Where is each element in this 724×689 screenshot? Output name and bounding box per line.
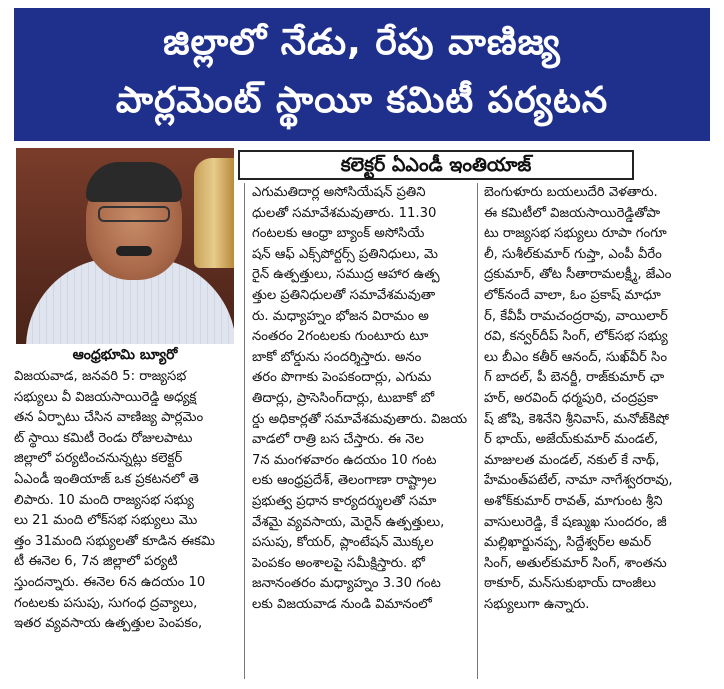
article-column-1 xyxy=(14,367,240,635)
text-line: జనానంతరం మధ్యాహ్నం 3.30 గంట xyxy=(252,576,441,592)
text-line: లకు విజయవాడ నుండి విమానంలో xyxy=(252,596,432,612)
text-line: షన్ ఆఫ్ ఎక్స్‌పోర్టర్స్ ప్రతినిధులు, మె xyxy=(252,246,438,262)
emblem-ornament xyxy=(194,158,234,268)
text-line: విజయవాడ, జనవరి 5: రాజ్యసభ xyxy=(14,369,187,384)
text-line: మాజులత మండల్, నకుల్ కే నాథ్, xyxy=(484,452,660,468)
collector-photo xyxy=(16,148,234,344)
photo-caption: ఆంధ్రభూమి బ్యూరో xyxy=(72,347,178,363)
text-line: లీ, సుశీల్‌కుమార్ గుప్తా, ఎంపీ వీరేం xyxy=(484,246,662,262)
text-line: ఎగుమతిదార్ల అసోసియేషన్ ప్రతిని xyxy=(252,185,426,200)
text-line: బాకో బోర్డును సందర్శిస్తారు. అనం xyxy=(252,349,422,365)
headline-line-2: పార్లమెంట్ స్థాయీ కమిటీ పర్యటన xyxy=(115,80,609,121)
text-line: ష్ జోషి, కెశినేని శ్రీనివాస్, మనోజ్‌కిషో xyxy=(484,411,669,427)
text-line: ట్ స్థాయి కమిటీ రెండు రోజులపాటు xyxy=(14,430,193,446)
text-line: టు రాజ్యసభ సభ్యులు రూపా గంగూ xyxy=(484,226,667,242)
text-line: లకు ఆంధ్రప్రదేశ్, తెలంగాణా రాష్ట్రాల xyxy=(252,473,437,489)
text-line: త్తం 31మంది సభ్యులతో కూడిన ఈకమి xyxy=(14,533,215,549)
article-column-2 xyxy=(252,183,470,615)
text-line: ఈ కమిటీలో విజయసాయిరెడ్డితోపా xyxy=(484,205,661,221)
photo-hair xyxy=(86,162,182,202)
text-line: బెంగుళూరు బయలుదేరి వెళతారు. xyxy=(484,185,658,200)
text-line: ద్రకుమార్, తోట సీతారామలక్ష్మీ, జేఎం xyxy=(484,267,672,283)
text-line: లు 21 మంది లోక్‌సభ సభ్యులు మొ xyxy=(14,513,198,529)
text-line: జిల్లాలో పర్యటించనున్నట్లు కలెక్టర్ xyxy=(14,451,183,467)
photo-glasses xyxy=(98,206,170,222)
text-line: పసుపు, కోయర్, ప్లాంటేషన్ మొక్కల xyxy=(252,535,434,551)
photo-mustache xyxy=(116,246,152,256)
text-line: ఇతర వ్యవసాయ ఉత్పత్తుల పెంపకం, xyxy=(14,616,203,632)
text-line: వాసులురెడ్డి, కే షణ్ముఖ సుందరం, జీ xyxy=(484,514,667,530)
headline-banner xyxy=(14,8,710,141)
byline-box: కలెక్టర్ ఏఎండీ ఇంతియాజ్ xyxy=(238,150,634,180)
text-line: రు. మధ్యాహ్నం భోజన విరామం అ xyxy=(252,308,429,324)
text-line: ర్, కేవీపీ రామచంద్రరావు, వాయిలార్ xyxy=(484,308,668,324)
text-line: లోక్‌నందే వాలా, ఓం ప్రకాష్ మాధూ xyxy=(484,287,661,303)
text-line: రవి, కన్వర్‌దీప్ సింగ్, లోక్‌సభ సభ్యు xyxy=(484,329,668,345)
column-divider xyxy=(477,183,478,679)
text-line: గ్ బాదల్, పీ బెనర్జీ, రాజ్‌కుమార్ ఛా xyxy=(484,370,665,386)
text-line: గంటలకు ఆంధ్రా బ్యాంక్ అసోసియే xyxy=(252,226,425,242)
text-line: 7న మంగళవారం ఉదయం 10 గంట xyxy=(252,452,437,468)
text-line: లు బీఎం కతీర్ ఆనంద్, సుఖ్‌వీర్ సిం xyxy=(484,349,668,365)
text-line: ర్ భాయ్, అజేయ్‌కుమార్ మండల్, xyxy=(484,432,659,448)
text-line: సభ్యులుగా ఉన్నారు. xyxy=(484,596,590,612)
text-line: సభ్యులు వీ విజయసాయిరెడ్డి అధ్యక్ష xyxy=(14,389,197,405)
text-line: మల్లిఖార్జునప్ప, సిద్దేశ్వర్‌ల అమర్ xyxy=(484,535,652,551)
text-line: ఏఎండీ ఇంతియాజ్ ఒక ప్రకటనలో తె xyxy=(14,471,199,487)
text-line: వేశమై వ్యవసాయ, మెరైన్ ఉత్పత్తులు, xyxy=(252,514,445,530)
text-line: సింగ్, అతుల్‌కుమార్ సింగ్, శాంతను xyxy=(484,555,667,571)
text-line: స్తుందన్నారు. ఈనెల 6న ఉదయం 10 xyxy=(14,574,206,590)
text-line: తన ఏర్పాటు చేసిన వాణిజ్య పార్లమెం xyxy=(14,410,204,426)
text-line: ర్డు అధికార్లతో సమావేశమవుతారు. విజయ xyxy=(252,411,468,427)
text-line: గంటలకు పసుపు, సుగంధ ద్రవ్యాలు, xyxy=(14,595,198,611)
text-line: నంతరం 2గంటలకు గుంటూరు టూ xyxy=(252,329,429,345)
text-line: పెంపకం అంశాలపై సమీక్షిస్తారు. భో xyxy=(252,555,425,571)
text-line: హేమంత్‌పటేల్, నామా నాగేశ్వరరావు, xyxy=(484,473,673,489)
text-line: వాడలో రాత్రి బస చేస్తారు. ఈ నెల xyxy=(252,432,424,448)
text-line: అశోక్‌కుమార్ రావత్, మాగుంట శ్రీని xyxy=(484,493,663,509)
text-line: ప్రభుత్వ ప్రధాన కార్యదర్శులతో సమా xyxy=(252,493,437,509)
text-line: రైన్ ఉత్పత్తులు, సముద్ర ఆహార ఉత్ప xyxy=(252,267,440,283)
text-line: హర్, అరవింద్ ధర్మపురి, చంద్రప్రకా xyxy=(484,390,659,406)
text-line: ఠాకూర్, మన్‌సుకుభాయ్ దాంజీలు xyxy=(484,576,656,592)
text-line: ధులతో సమావేశమవుతారు. 11.30 xyxy=(252,205,437,221)
text-line: లిపారు. 10 మంది రాజ్యసభ సభ్యు xyxy=(14,492,194,508)
text-line: తరం పొగాకు పెంపకందార్లు, ఎగుమ xyxy=(252,370,432,386)
column-divider xyxy=(244,183,245,679)
text-line: తిదార్లు, ప్రాసెసింగ్‌దార్లు, టుబాకో బో xyxy=(252,390,435,406)
text-line: త్తుల ప్రతినిధులతో సమావేశమవుతా xyxy=(252,287,436,303)
article-column-3 xyxy=(484,183,714,615)
text-line: టీ ఈనెల 6, 7న జిల్లాలో పర్యటి xyxy=(14,554,178,570)
headline-line-1: జిల్లాలో నేడు, రేపు వాణిజ్య xyxy=(163,22,561,63)
